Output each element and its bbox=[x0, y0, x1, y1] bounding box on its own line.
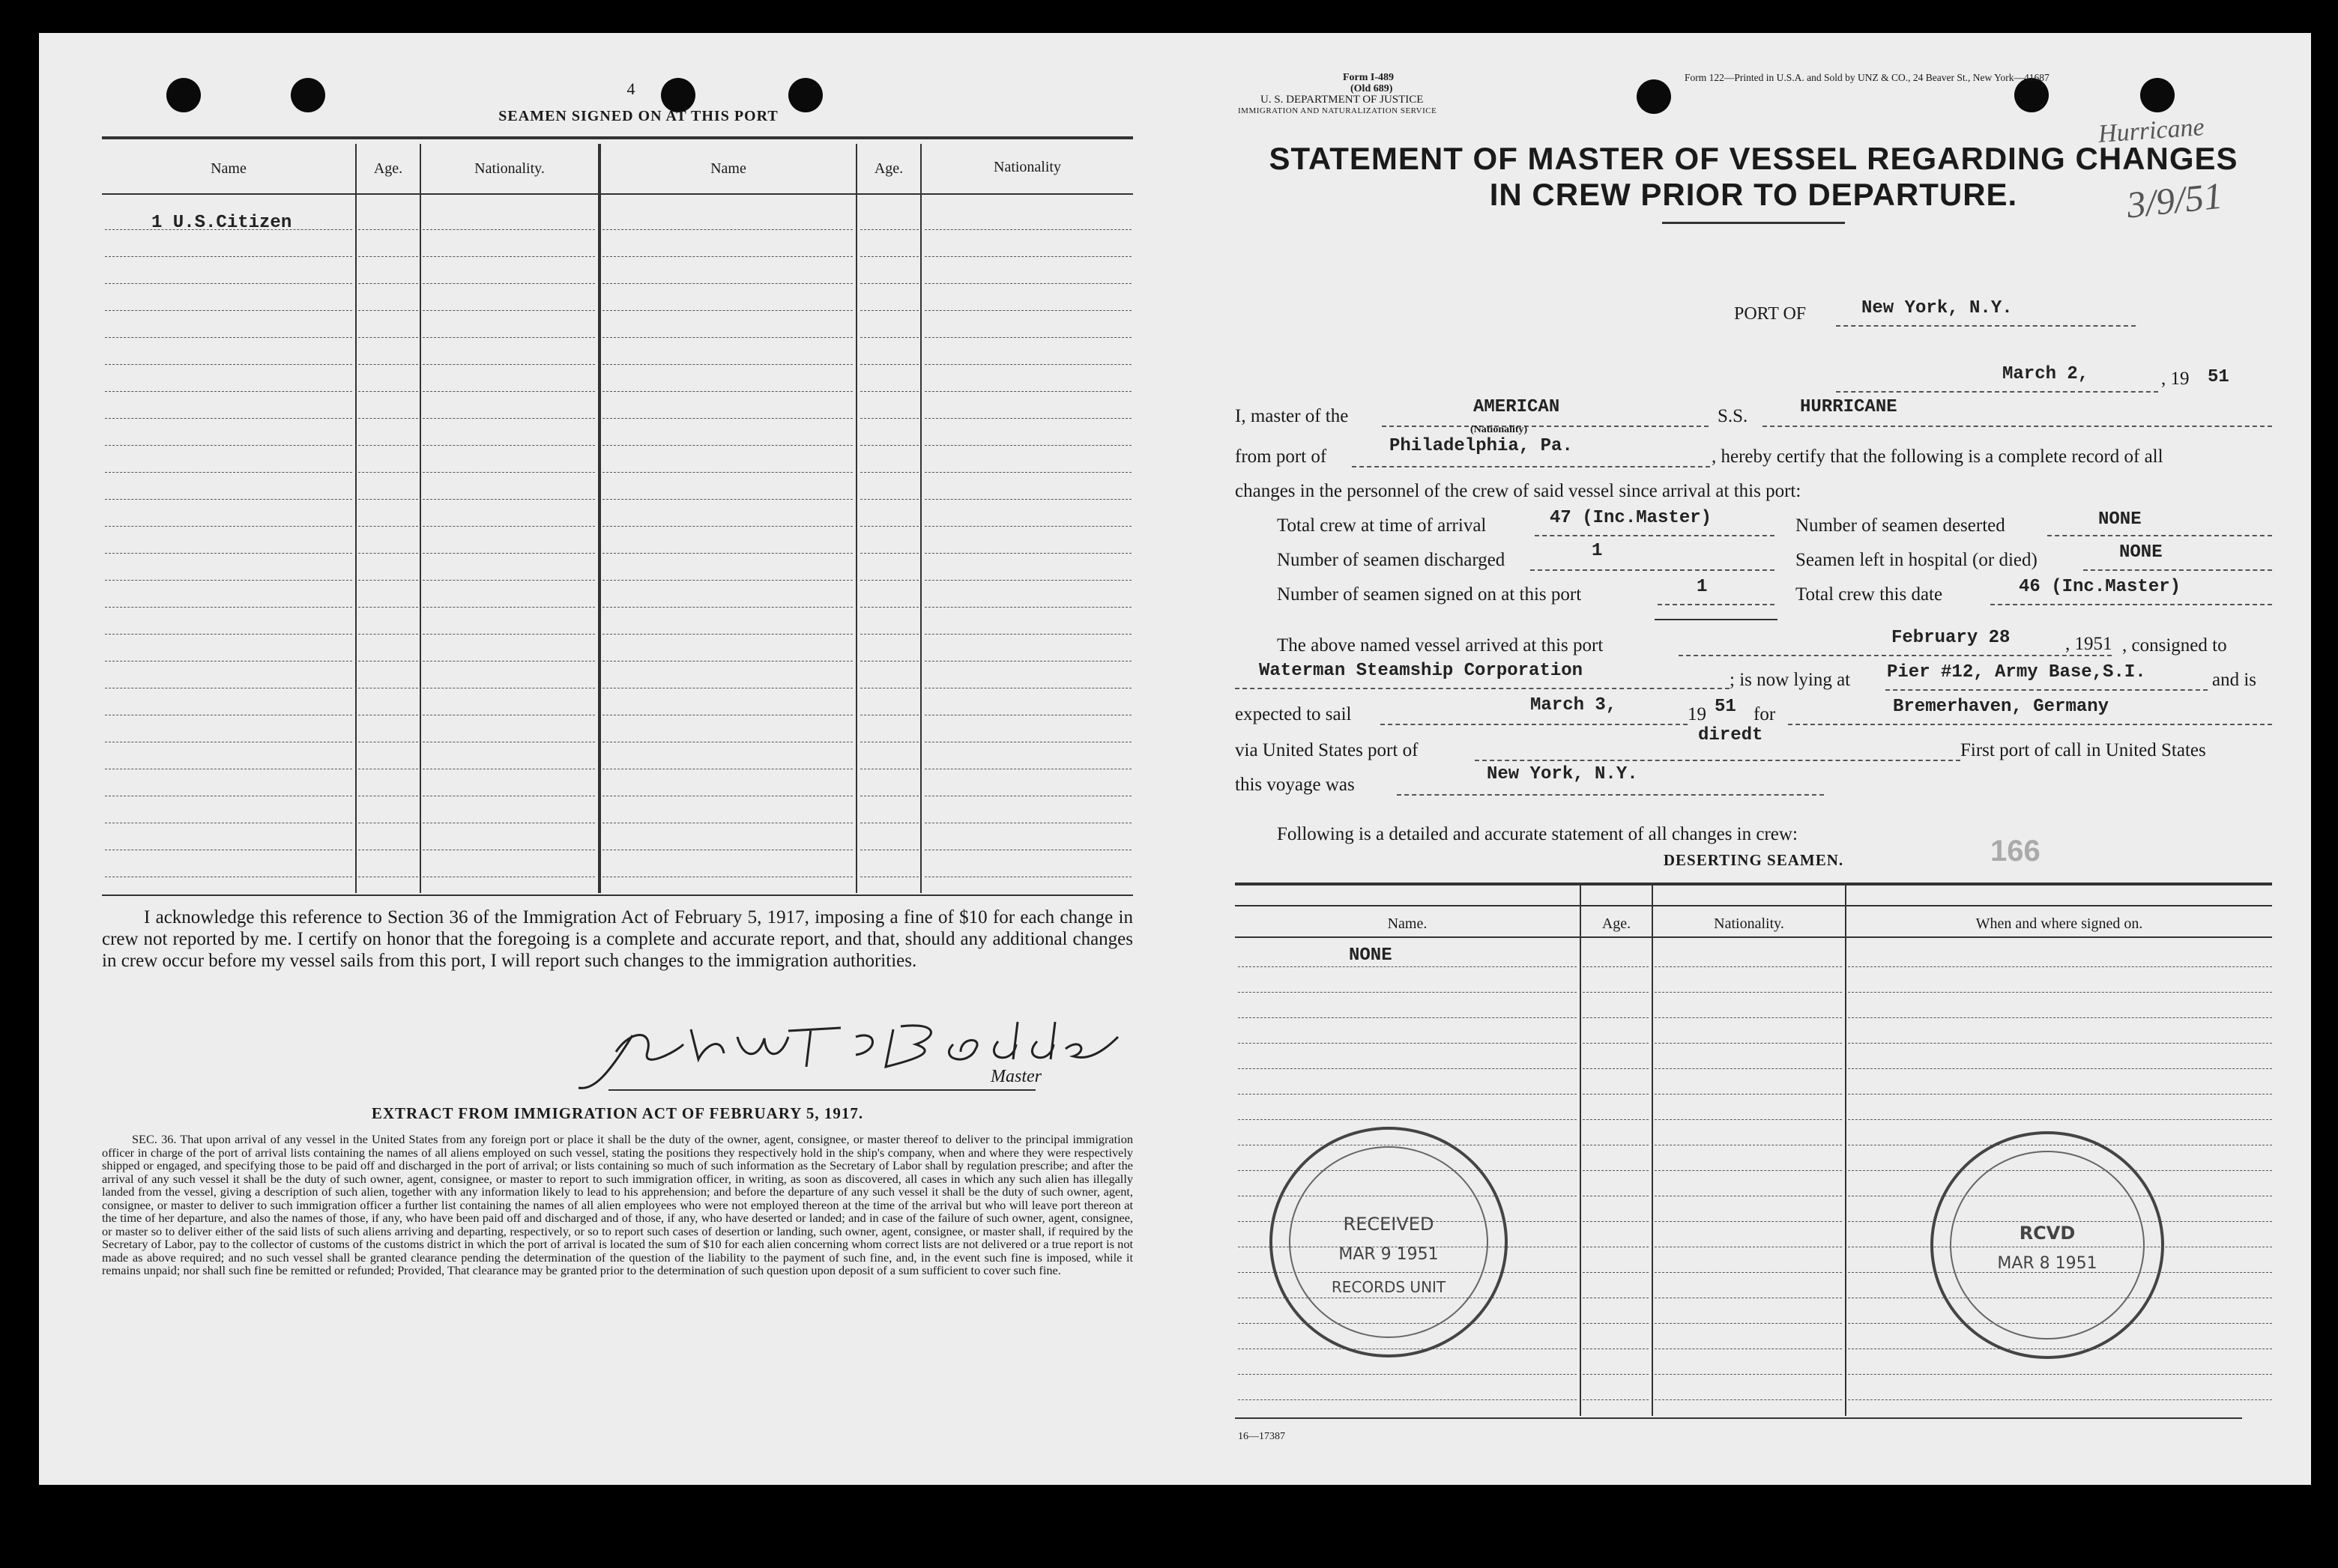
row-rule bbox=[925, 364, 1132, 365]
row-rule bbox=[602, 310, 853, 311]
row-rule bbox=[602, 418, 853, 419]
row-rule bbox=[423, 499, 595, 500]
column-header: Name bbox=[710, 160, 746, 177]
row-rule bbox=[860, 472, 919, 473]
row-rule bbox=[1655, 1017, 1842, 1018]
row-rule bbox=[1238, 1017, 1577, 1018]
row-rule bbox=[1655, 1068, 1842, 1069]
fill-line bbox=[2083, 569, 2272, 571]
column-divider bbox=[1652, 886, 1653, 1416]
row-rule bbox=[1848, 1017, 2272, 1018]
row-rule bbox=[860, 337, 919, 338]
row-rule bbox=[423, 445, 595, 446]
column-divider bbox=[598, 144, 601, 893]
deserting-bottom-rule bbox=[1235, 1417, 2242, 1419]
year-prefix: , 19 bbox=[2161, 369, 2190, 389]
voyage-label: this voyage was bbox=[1235, 775, 1355, 795]
fill-line bbox=[1475, 760, 1960, 761]
row-rule bbox=[423, 310, 595, 311]
row-rule bbox=[860, 499, 919, 500]
row-rule bbox=[1238, 966, 1577, 967]
handwritten-date: 3/9/51 bbox=[2124, 174, 2225, 226]
received-stamp-line1: RECEIVED bbox=[1343, 1214, 1434, 1235]
row-rule bbox=[602, 364, 853, 365]
row-rule bbox=[358, 310, 418, 311]
row-rule bbox=[925, 499, 1132, 500]
left-page-title: SEAMEN SIGNED ON AT THIS PORT bbox=[498, 108, 779, 124]
via-label: via United States port of bbox=[1235, 740, 1419, 760]
table-bottom-rule bbox=[102, 895, 1133, 896]
deserted-label: Number of seamen deserted bbox=[1795, 515, 2005, 536]
row-rule bbox=[1655, 1221, 1842, 1222]
row-rule bbox=[860, 526, 919, 527]
row-rule bbox=[860, 634, 919, 635]
column-divider bbox=[1580, 886, 1581, 1416]
total-crew-date-label: Total crew this date bbox=[1795, 584, 1943, 605]
handwritten-note: Hurricane bbox=[2097, 113, 2205, 148]
row-rule bbox=[358, 661, 418, 662]
row-rule bbox=[105, 634, 352, 635]
row-rule bbox=[925, 310, 1132, 311]
consignee: Waterman Steamship Corporation bbox=[1259, 661, 1583, 681]
and-is-label: and is bbox=[2212, 670, 2257, 690]
row-rule bbox=[925, 580, 1132, 581]
fill-line bbox=[1788, 724, 2272, 725]
row-rule bbox=[1238, 1043, 1577, 1044]
row-rule bbox=[105, 364, 352, 365]
signed-on-label: Number of seamen signed on at this port bbox=[1277, 584, 1582, 605]
row-rule bbox=[860, 391, 919, 392]
row-rule bbox=[423, 229, 595, 230]
row-rule bbox=[1583, 1170, 1649, 1171]
port-label: PORT OF bbox=[1734, 304, 1807, 324]
row-rule bbox=[105, 661, 352, 662]
row-rule bbox=[1848, 1374, 2272, 1375]
row-rule bbox=[860, 553, 919, 554]
row-rule bbox=[423, 526, 595, 527]
punch-hole bbox=[166, 78, 201, 112]
row-rule bbox=[925, 391, 1132, 392]
deserting-name: NONE bbox=[1349, 945, 1392, 966]
department: U. S. DEPARTMENT OF JUSTICE bbox=[1260, 94, 1424, 106]
first-port-value: New York, N.Y. bbox=[1487, 764, 1638, 784]
consigned-label: , consigned to bbox=[2122, 635, 2227, 656]
fill-line bbox=[1836, 391, 2158, 393]
row-rule bbox=[105, 526, 352, 527]
fill-line bbox=[1658, 604, 1774, 605]
row-rule bbox=[105, 607, 352, 608]
row-rule bbox=[1655, 1170, 1842, 1171]
row-rule bbox=[1238, 1119, 1577, 1120]
row-rule bbox=[860, 283, 919, 284]
row-rule bbox=[1583, 992, 1649, 993]
row-rule bbox=[925, 256, 1132, 257]
row-rule bbox=[105, 580, 352, 581]
row-rule bbox=[925, 418, 1132, 419]
row-rule bbox=[358, 229, 418, 230]
row-rule bbox=[925, 553, 1132, 554]
total-crew-arrival: 47 (Inc.Master) bbox=[1550, 508, 1712, 528]
rcvd-stamp-line2: MAR 8 1951 bbox=[1997, 1254, 2097, 1273]
sail-date: March 3, bbox=[1530, 695, 1617, 715]
signature-title: Master bbox=[991, 1067, 1042, 1086]
row-rule bbox=[602, 553, 853, 554]
row-rule bbox=[925, 229, 1132, 230]
stamp-number: 166 bbox=[1990, 835, 2041, 868]
ss-label: S.S. bbox=[1718, 406, 1748, 426]
column-divider bbox=[420, 144, 421, 893]
row-rule bbox=[925, 526, 1132, 527]
service: IMMIGRATION AND NATURALIZATION SERVICE bbox=[1238, 106, 1437, 115]
row-rule bbox=[1655, 1348, 1842, 1349]
form-title-line1: STATEMENT OF MASTER OF VESSEL REGARDING CHANGES bbox=[1269, 141, 2238, 176]
vessel-nationality: AMERICAN bbox=[1473, 397, 1560, 417]
column-header: Nationality bbox=[994, 159, 1061, 175]
row-rule bbox=[860, 364, 919, 365]
row-rule bbox=[1238, 1068, 1577, 1069]
row-rule bbox=[925, 661, 1132, 662]
statement-year: 51 bbox=[2208, 367, 2229, 387]
changes-text: changes in the personnel of the crew of said vessel since arrival at this port: bbox=[1235, 481, 1801, 501]
arrival-date: February 28 bbox=[1891, 628, 2011, 648]
row-rule bbox=[1848, 1119, 2272, 1120]
fill-line bbox=[1382, 426, 1709, 427]
row-rule bbox=[602, 661, 853, 662]
total-crew-date: 46 (Inc.Master) bbox=[2019, 577, 2181, 597]
row-rule bbox=[860, 580, 919, 581]
row-rule bbox=[1583, 1221, 1649, 1222]
first-port-label: First port of call in United States bbox=[1960, 740, 2206, 760]
deserting-top-rule-2 bbox=[1235, 905, 2272, 906]
master-label: I, master of the bbox=[1235, 406, 1349, 426]
row-rule bbox=[1848, 1043, 2272, 1044]
total-crew-arrival-label: Total crew at time of arrival bbox=[1277, 515, 1487, 536]
arrival-year: , 1951 bbox=[2065, 634, 2112, 654]
column-divider bbox=[1845, 886, 1846, 1416]
row-rule bbox=[602, 391, 853, 392]
fill-line bbox=[1836, 325, 2136, 327]
certify-text: , hereby certify that the following is a complete record of all bbox=[1712, 447, 2163, 467]
row-rule bbox=[1848, 1094, 2272, 1095]
row-rule bbox=[1655, 1119, 1842, 1120]
row-rule bbox=[105, 310, 352, 311]
page-number: 4 bbox=[626, 79, 635, 98]
hospital-value: NONE bbox=[2119, 542, 2163, 563]
row-rule bbox=[1583, 1017, 1649, 1018]
row-rule bbox=[925, 607, 1132, 608]
seaman-name: 1 U.S.Citizen bbox=[151, 213, 292, 233]
destination: Bremerhaven, Germany bbox=[1893, 697, 2109, 717]
total-rule bbox=[1655, 619, 1777, 620]
lying-label: ; is now lying at bbox=[1730, 670, 1851, 690]
table-top-rule bbox=[102, 136, 1133, 139]
row-rule bbox=[358, 283, 418, 284]
row-rule bbox=[1655, 1043, 1842, 1044]
form-header-block bbox=[1238, 72, 1583, 117]
row-rule bbox=[1583, 1399, 1649, 1400]
row-rule bbox=[1238, 1399, 1577, 1400]
fill-line bbox=[2047, 535, 2272, 536]
sail-year: 51 bbox=[1715, 697, 1736, 717]
row-rule bbox=[1655, 1323, 1842, 1324]
row-rule bbox=[860, 445, 919, 446]
following-text: Following is a detailed and accurate statement of all changes in crew: bbox=[1277, 824, 1798, 844]
row-rule bbox=[1655, 1399, 1842, 1400]
row-rule bbox=[358, 553, 418, 554]
for-label: for bbox=[1754, 704, 1776, 724]
column-header: Age. bbox=[874, 160, 904, 177]
from-port-label: from port of bbox=[1235, 447, 1327, 467]
row-rule bbox=[1583, 1374, 1649, 1375]
fill-line bbox=[1535, 535, 1774, 536]
deserting-header-rule bbox=[1235, 936, 2272, 938]
row-rule bbox=[602, 229, 853, 230]
column-divider bbox=[856, 144, 857, 893]
extract-title: EXTRACT FROM IMMIGRATION ACT OF FEBRUARY 5, 1917. bbox=[371, 1104, 864, 1122]
row-rule bbox=[602, 256, 853, 257]
fill-line bbox=[1990, 604, 2272, 605]
fill-line bbox=[1397, 794, 1824, 796]
row-rule bbox=[423, 553, 595, 554]
fill-line bbox=[1885, 689, 2208, 691]
column-header: Nationality. bbox=[474, 160, 545, 177]
row-rule bbox=[1583, 1043, 1649, 1044]
via-port: diredt bbox=[1698, 725, 1763, 745]
row-rule bbox=[925, 634, 1132, 635]
received-stamp bbox=[1269, 1127, 1508, 1357]
row-rule bbox=[358, 499, 418, 500]
rcvd-stamp bbox=[1930, 1131, 2164, 1359]
row-rule bbox=[925, 472, 1132, 473]
row-rule bbox=[358, 580, 418, 581]
row-rule bbox=[105, 472, 352, 473]
from-port-value: Philadelphia, Pa. bbox=[1389, 436, 1573, 456]
row-rule bbox=[358, 418, 418, 419]
row-rule bbox=[423, 607, 595, 608]
column-header: Age. bbox=[1601, 915, 1631, 932]
row-rule bbox=[105, 391, 352, 392]
table-row bbox=[151, 213, 292, 233]
row-rule bbox=[602, 634, 853, 635]
row-rule bbox=[602, 580, 853, 581]
row-rule bbox=[105, 445, 352, 446]
printer-note: Form 122—Printed in U.S.A. and Sold by UNZ & CO., 24 Beaver St., New York—41687 bbox=[1685, 72, 2049, 83]
row-rule bbox=[1848, 1399, 2272, 1400]
row-rule bbox=[423, 337, 595, 338]
row-rule bbox=[602, 526, 853, 527]
expected-label: expected to sail bbox=[1235, 704, 1352, 724]
footer-code: 16—17387 bbox=[1238, 1431, 1285, 1442]
row-rule bbox=[1583, 1119, 1649, 1120]
row-rule bbox=[1848, 992, 2272, 993]
column-header: When and where signed on. bbox=[1975, 915, 2143, 932]
row-rule bbox=[1238, 1094, 1577, 1095]
row-rule bbox=[1583, 1323, 1649, 1324]
row-rule bbox=[860, 418, 919, 419]
fill-line bbox=[1352, 466, 1710, 467]
deserting-top-rule bbox=[1235, 883, 2272, 886]
master-signature bbox=[564, 1007, 1133, 1097]
row-rule bbox=[860, 607, 919, 608]
row-rule bbox=[1848, 1068, 2272, 1069]
row-rule bbox=[105, 418, 352, 419]
row-rule bbox=[358, 472, 418, 473]
received-stamp-line2: MAR 9 1951 bbox=[1338, 1245, 1439, 1264]
signed-on-value: 1 bbox=[1697, 577, 1708, 597]
arrived-label: The above named vessel arrived at this port bbox=[1277, 635, 1604, 656]
deserted-value: NONE bbox=[2098, 509, 2142, 530]
row-rule bbox=[105, 283, 352, 284]
row-rule bbox=[1583, 966, 1649, 967]
column-divider bbox=[355, 144, 357, 893]
form-title-line2: IN CREW PRIOR TO DEPARTURE. bbox=[1489, 177, 2018, 212]
row-rule bbox=[358, 256, 418, 257]
row-rule bbox=[1238, 992, 1577, 993]
received-stamp-line3: RECORDS UNIT bbox=[1331, 1278, 1446, 1296]
extract-text: SEC. 36. That upon arrival of any vessel in the United States from any foreign port or place it shall be the duty of the owner, agent, consignee, or master thereof to deliver to the principal immigration officer in charge of the port of arrival lists containing the names of all aliens employed on such vessel, stating the positions they respectively hold in the ship's company, when and where they were respectively shipped or engaged, and specifying those to be paid off and discharged in the port of arrival; or lists containing so much of such information as the Secretary of Labor shall by regulation prescribe; and after the arrival of any such vessel it shall be the duty of such owner, agent, consignee, or master to report to such immigration officer, in writing, as soon as discovered, all cases in which any such alien has illegally landed from the vessel, giving a description of such alien, together with any information likely to lead to his apprehension; and before the departure of any such vessel it shall be the duty of such owner, agent, consignee, or master to deliver to such immigration officer a further list containing the names of all alien employees who were not employed thereon at the time of the arrival but who will leave port thereon at the time of her departure, and also the names of those, if any, who have been paid off and discharged and of those, if any, who have deserted or landed; and in case of the failure of such owner, agent, consignee, or master so to deliver either of the said lists of such aliens arriving and departing, respectively, or so to report such cases of desertion or landing, such owner, agent, consignee, or master shall, if required by the Secretary of Labor, pay to the collector of customs of the customs district in which the port of arrival is located the sum of $10 for each alien concerning whom correct lists are not delivered or a true report is not made as above required; and no such vessel shall be granted clearance pending the determination of the question of the liability to the payment of such fine, and, in the event such fine is imposed, while it remains unpaid; nor shall such fine be remitted or refunded; Provided, That clearance may be granted prior to the determination of such question upon deposit of a sum sufficient to cover such fine. bbox=[102, 1132, 1133, 1277]
fill-line bbox=[1235, 688, 1730, 689]
row-rule bbox=[602, 607, 853, 608]
row-rule bbox=[423, 283, 595, 284]
hospital-label: Seamen left in hospital (or died) bbox=[1795, 550, 2038, 570]
row-rule bbox=[860, 229, 919, 230]
row-rule bbox=[358, 607, 418, 608]
column-header: Age. bbox=[373, 160, 403, 177]
row-rule bbox=[860, 256, 919, 257]
row-rule bbox=[358, 364, 418, 365]
row-rule bbox=[105, 337, 352, 338]
row-rule bbox=[358, 634, 418, 635]
table-row bbox=[1349, 945, 1392, 966]
document-sheet bbox=[39, 33, 2311, 1485]
row-rule bbox=[1583, 1094, 1649, 1095]
fill-line bbox=[1762, 426, 2272, 427]
form-old: (Old 689) bbox=[1350, 83, 1393, 94]
row-rule bbox=[1848, 966, 2272, 967]
sail-year-prefix: 19 bbox=[1688, 704, 1706, 724]
row-rule bbox=[358, 445, 418, 446]
row-rule bbox=[358, 337, 418, 338]
punch-hole bbox=[1637, 79, 1671, 114]
deserting-title: DESERTING SEAMEN. bbox=[1663, 851, 1844, 869]
row-rule bbox=[1583, 1272, 1649, 1273]
discharged-value: 1 bbox=[1592, 541, 1603, 561]
row-rule bbox=[1655, 1272, 1842, 1273]
title-underline bbox=[1662, 222, 1845, 224]
row-rule bbox=[925, 283, 1132, 284]
column-header: Nationality. bbox=[1714, 915, 1784, 932]
row-rule bbox=[1655, 1094, 1842, 1095]
row-rule bbox=[423, 418, 595, 419]
fill-line bbox=[1380, 724, 1688, 725]
rcvd-stamp-line1: RCVD bbox=[2019, 1223, 2076, 1244]
fill-line bbox=[1530, 569, 1774, 571]
row-rule bbox=[925, 337, 1132, 338]
row-rule bbox=[423, 364, 595, 365]
acknowledgement-text: I acknowledge this reference to Section 36 of the Immigration Act of February 5, 1917, imposing a fine of $10 for each change in crew not reported by me. I certify on honor that the foregoing is a complete and accurate report, and that, should any additional changes in crew occur before my vessel sails from this port, I will report such changes to the immigration authorities. bbox=[102, 907, 1133, 971]
column-header: Name bbox=[211, 160, 247, 177]
row-rule bbox=[1655, 966, 1842, 967]
row-rule bbox=[423, 634, 595, 635]
form-id: Form I-489 bbox=[1343, 72, 1395, 83]
row-rule bbox=[602, 283, 853, 284]
column-divider bbox=[920, 144, 922, 893]
row-rule bbox=[1655, 1374, 1842, 1375]
row-rule bbox=[105, 499, 352, 500]
row-rule bbox=[358, 526, 418, 527]
row-rule bbox=[423, 256, 595, 257]
row-rule bbox=[1583, 1068, 1649, 1069]
row-rule bbox=[860, 661, 919, 662]
row-rule bbox=[925, 445, 1132, 446]
table-header-rule bbox=[102, 193, 1133, 195]
row-rule bbox=[602, 337, 853, 338]
signature-line bbox=[608, 1089, 1036, 1091]
row-rule bbox=[423, 661, 595, 662]
statement-date: March 2, bbox=[2002, 364, 2089, 384]
row-rule bbox=[1655, 992, 1842, 993]
row-rule bbox=[602, 472, 853, 473]
row-rule bbox=[1583, 1348, 1649, 1349]
row-rule bbox=[423, 472, 595, 473]
column-header: Name. bbox=[1387, 915, 1428, 932]
row-rule bbox=[423, 391, 595, 392]
nationality-caption: (Nationality) bbox=[1470, 424, 1528, 435]
row-rule bbox=[423, 580, 595, 581]
pier-location: Pier #12, Army Base,S.I. bbox=[1887, 662, 2146, 682]
discharged-label: Number of seamen discharged bbox=[1277, 550, 1505, 570]
row-rule bbox=[860, 310, 919, 311]
vessel-name: HURRICANE bbox=[1800, 397, 1897, 417]
row-rule bbox=[105, 553, 352, 554]
fill-line bbox=[1679, 655, 2112, 656]
port-value: New York, N.Y. bbox=[1861, 298, 2013, 318]
row-rule bbox=[358, 391, 418, 392]
row-rule bbox=[602, 499, 853, 500]
row-rule bbox=[105, 256, 352, 257]
punch-hole bbox=[291, 78, 325, 112]
row-rule bbox=[602, 445, 853, 446]
row-rule bbox=[1238, 1374, 1577, 1375]
